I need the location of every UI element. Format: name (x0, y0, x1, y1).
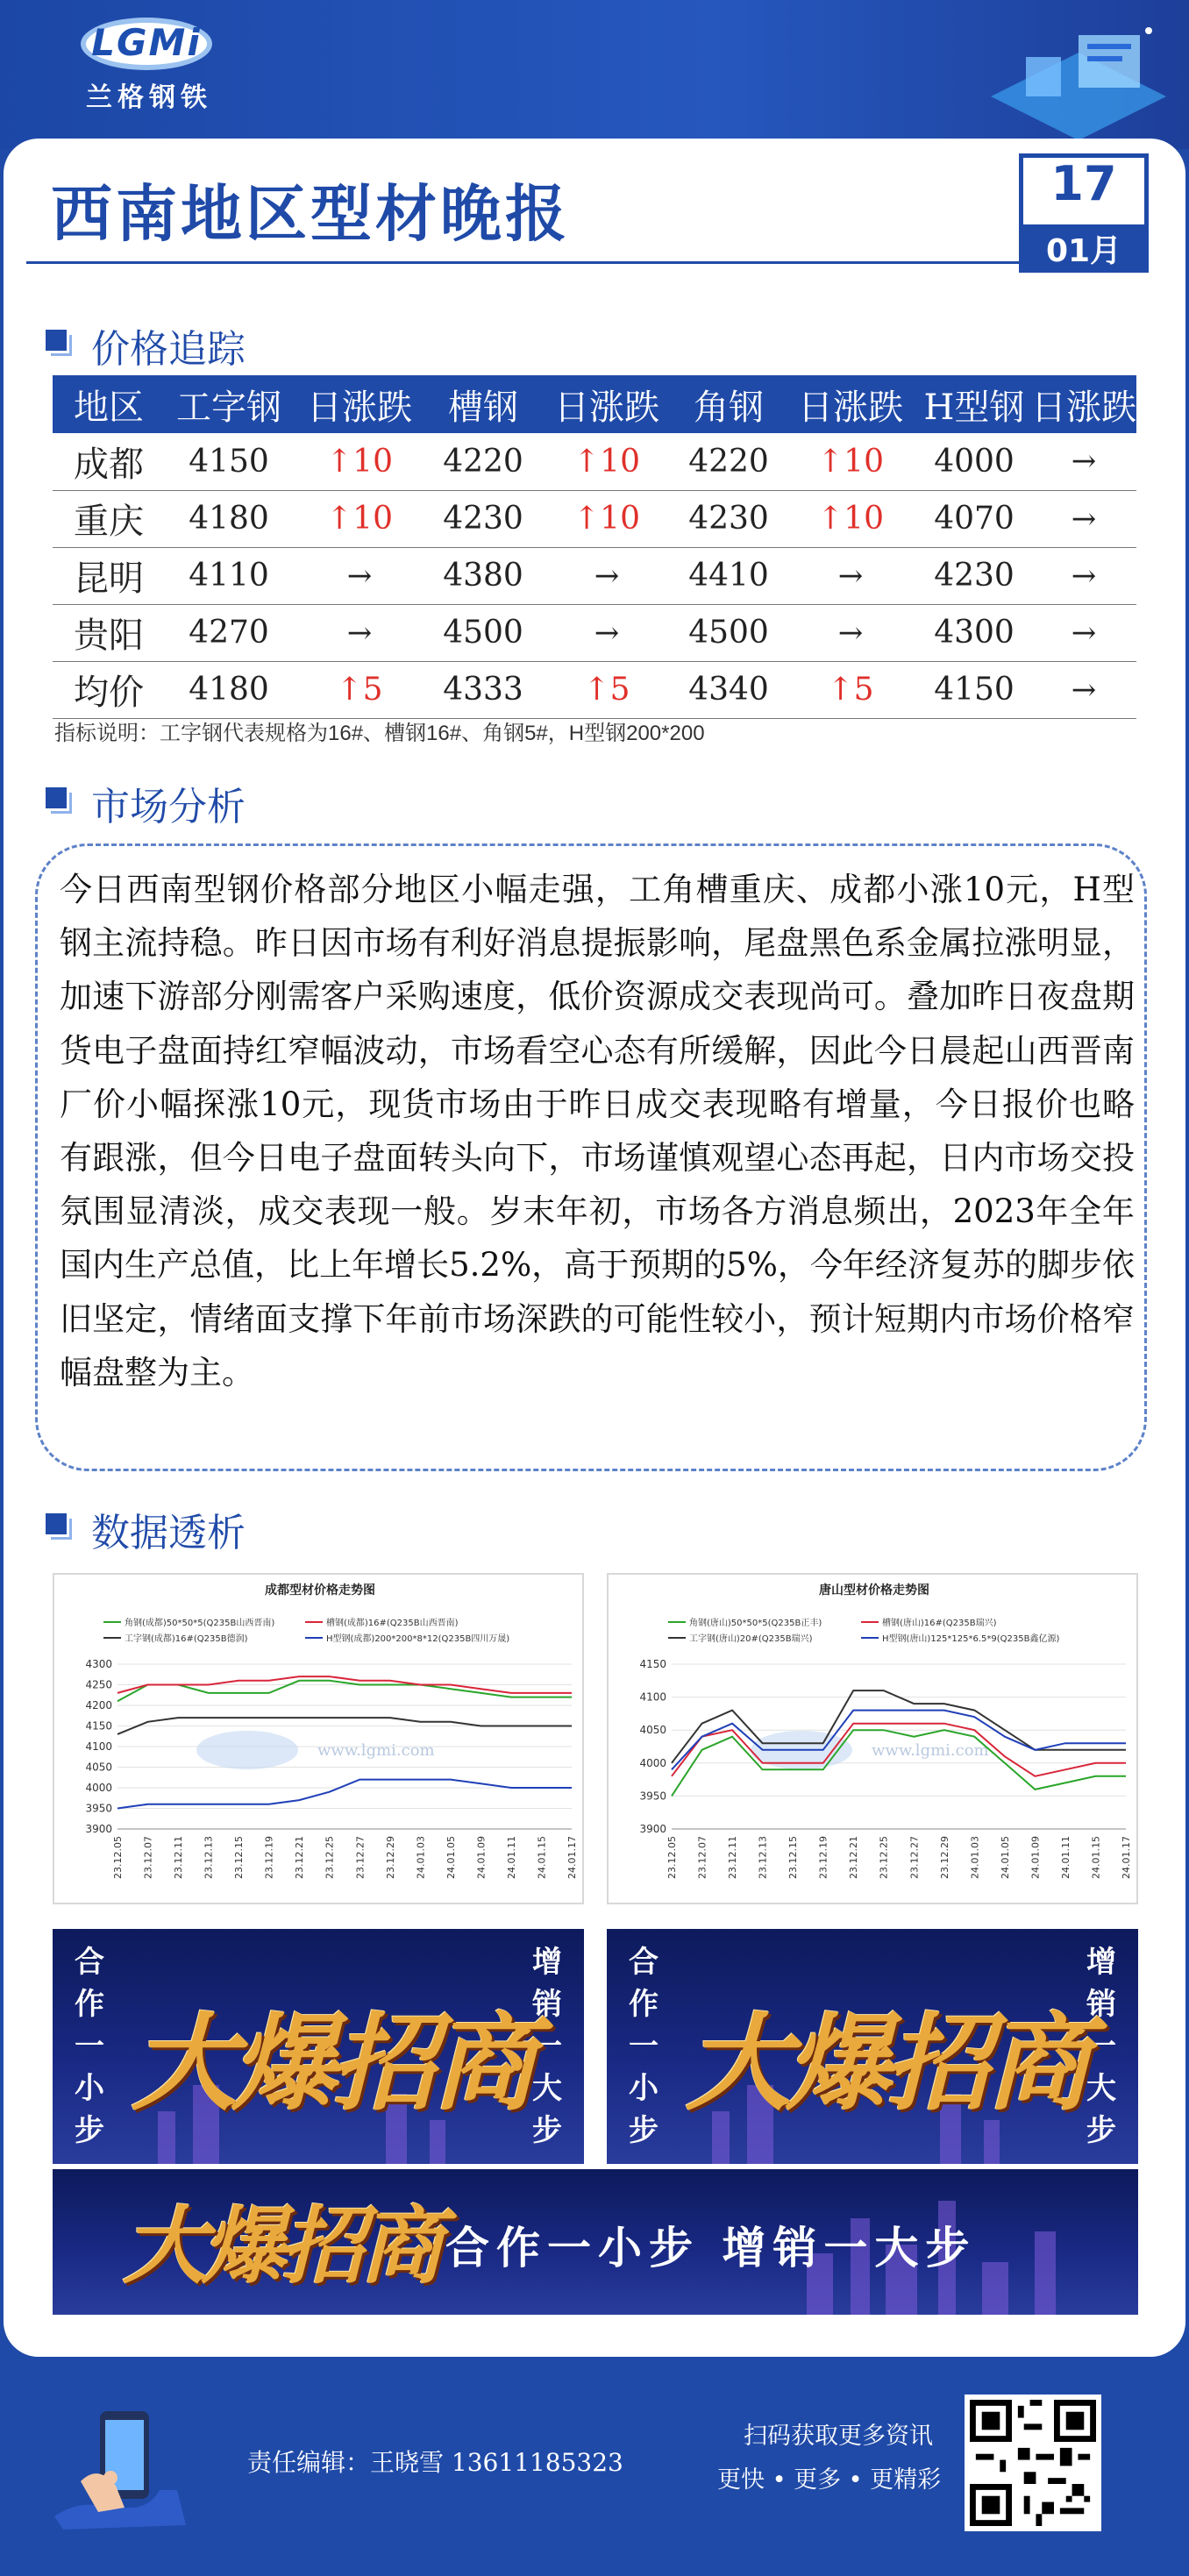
section-title: 市场分析 (91, 785, 246, 829)
price-cell: 4333 (426, 661, 540, 718)
chart-title: 成都型材价格走势图 (265, 1583, 375, 1598)
x-tick-label: 23.12.13 (203, 1836, 215, 1879)
price-cell: ↑10 (540, 433, 673, 490)
x-tick-label: 23.12.11 (727, 1836, 739, 1879)
region-cell: 重庆 (53, 490, 165, 547)
x-tick-label: 23.12.13 (757, 1836, 769, 1879)
footer-editor: 责任编辑：王晓雪 13611185323 (247, 2448, 623, 2477)
chart-chengdu (53, 1573, 584, 1904)
x-tick-label: 23.12.15 (787, 1836, 800, 1879)
footer-tagline: 更快 • 更多 • 更精彩 (717, 2466, 942, 2494)
price-cell: 4110 (165, 547, 293, 604)
price-cell: ↑10 (293, 433, 426, 490)
price-cell: → (784, 547, 917, 604)
y-tick-label: 4250 (85, 1678, 112, 1691)
tech-decoration-icon (973, 18, 1175, 140)
phone-in-hand-icon (46, 2402, 195, 2534)
price-cell: ↑5 (293, 661, 426, 718)
price-cell: → (1031, 547, 1136, 604)
legend-label: 工字钢(成都)16#(Q235B德润) (125, 1634, 248, 1644)
x-tick-label: 23.12.07 (142, 1836, 154, 1879)
qr-code[interactable] (965, 2395, 1101, 2531)
table-row (53, 661, 1136, 718)
y-tick-label: 3900 (639, 1823, 666, 1835)
price-cell: 4180 (165, 661, 293, 718)
x-tick-label: 23.12.27 (908, 1836, 921, 1879)
logo-text: LGMi (91, 21, 202, 64)
x-tick-label: 23.12.21 (294, 1836, 306, 1879)
price-cell: ↑5 (784, 661, 917, 718)
price-cell: 4070 (917, 490, 1031, 547)
price-cell: 4230 (917, 547, 1031, 604)
x-tick-label: 24.01.05 (445, 1836, 457, 1879)
ad-banner-wide[interactable] (53, 2169, 1138, 2315)
y-tick-label: 4200 (85, 1699, 112, 1711)
x-tick-label: 23.12.29 (938, 1836, 950, 1879)
col-header: 日涨跌 (1031, 375, 1136, 433)
price-cell: ↑10 (784, 433, 917, 490)
banner-side-left: 合作一小步 (75, 1945, 104, 2148)
date-month: 01月 (1045, 233, 1122, 269)
price-cell: 4410 (673, 547, 784, 604)
y-tick-label: 4150 (85, 1719, 112, 1733)
y-tick-label: 4050 (85, 1761, 112, 1774)
legend-label: 工字钢(唐山)20#(Q235B瑞兴) (689, 1634, 813, 1644)
price-cell: 4180 (165, 490, 293, 547)
y-tick-label: 4100 (85, 1740, 112, 1753)
table-row (53, 604, 1136, 661)
price-cell: ↑10 (540, 490, 673, 547)
price-cell: 4340 (673, 661, 784, 718)
y-tick-label: 4150 (639, 1658, 666, 1670)
col-header: 工字钢 (165, 375, 293, 433)
x-tick-label: 24.01.11 (1059, 1836, 1072, 1879)
date-day: 17 (1050, 156, 1117, 211)
x-tick-label: 24.01.05 (999, 1836, 1011, 1879)
price-cell: → (540, 547, 673, 604)
table-note: 指标说明：工字钢代表规格为16#、槽钢16#、角钢5#，H型钢200*200 (54, 722, 705, 745)
price-cell: 4220 (426, 433, 540, 490)
region-cell: 成都 (53, 433, 165, 490)
page-title: 西南地区型材晚报 (51, 177, 570, 250)
y-tick-label: 4100 (639, 1690, 666, 1704)
region-cell: 贵阳 (53, 604, 165, 661)
x-tick-label: 24.01.03 (415, 1836, 427, 1879)
price-cell: 4000 (917, 433, 1031, 490)
x-tick-label: 23.12.05 (666, 1836, 678, 1879)
x-tick-label: 24.01.15 (1090, 1836, 1102, 1879)
legend-label: 槽钢(唐山)16#(Q235B瑞兴) (882, 1619, 997, 1628)
y-tick-label: 4050 (639, 1724, 666, 1737)
price-cell: 4220 (673, 433, 784, 490)
price-cell: 4230 (673, 490, 784, 547)
legend-label: 角钢(唐山)50*50*5(Q235B正丰) (689, 1619, 822, 1628)
x-tick-label: 24.01.03 (969, 1836, 981, 1879)
chart-title: 唐山型材价格走势图 (819, 1583, 929, 1598)
x-tick-label: 23.12.19 (263, 1836, 275, 1879)
section-title: 数据透析 (91, 1511, 246, 1555)
region-cell: 昆明 (53, 547, 165, 604)
x-tick-label: 24.01.17 (566, 1836, 578, 1879)
banner-slogan: 合作一小步 增销一大步 (445, 2223, 977, 2274)
x-tick-label: 23.12.21 (848, 1836, 860, 1879)
col-header: 槽钢 (426, 375, 540, 433)
y-tick-label: 3900 (85, 1823, 112, 1835)
ad-banner-right[interactable] (607, 1929, 1138, 2164)
banner-side-left: 合作一小步 (629, 1945, 659, 2148)
col-header: 地区 (53, 375, 165, 433)
y-tick-label: 3950 (85, 1802, 112, 1815)
price-cell: ↑10 (293, 490, 426, 547)
price-cell: ↑5 (540, 661, 673, 718)
region-cell: 均价 (53, 661, 165, 718)
legend-label: 角钢(成都)50*50*5(Q235B山西晋南) (125, 1619, 275, 1628)
price-table (53, 375, 1136, 719)
legend-label: 槽钢(成都)16#(Q235B山西晋南) (326, 1619, 459, 1628)
price-cell: 4380 (426, 547, 540, 604)
x-tick-label: 23.12.11 (173, 1836, 185, 1879)
price-cell: → (293, 547, 426, 604)
x-tick-label: 23.12.25 (324, 1836, 336, 1879)
price-cell: → (540, 604, 673, 661)
price-cell: → (784, 604, 917, 661)
chart-chengdu-svg (54, 1575, 586, 1906)
x-tick-label: 23.12.29 (384, 1836, 396, 1879)
banner-headline: 大爆招商 (686, 2002, 1086, 2125)
banner-headline: 大爆招商 (123, 2196, 438, 2295)
table-row (53, 490, 1136, 547)
y-tick-label: 4000 (639, 1756, 666, 1769)
price-cell: → (1031, 661, 1136, 718)
legend-label: H型钢(成都)200*200*8*12(Q235B四川万晟) (326, 1634, 510, 1644)
ad-banner-left[interactable] (53, 1929, 584, 2164)
watermark-text: www.lgmi.com (872, 1741, 989, 1760)
chart-tangshan (607, 1573, 1138, 1904)
col-header: H型钢 (917, 375, 1031, 433)
price-cell: 4300 (917, 604, 1031, 661)
table-header-row (53, 375, 1136, 433)
qr-code-icon (970, 2400, 1096, 2526)
x-tick-label: 24.01.15 (536, 1836, 548, 1879)
logo-subtitle: 兰格钢铁 (86, 82, 212, 113)
col-header: 日涨跌 (540, 375, 673, 433)
price-cell: 4270 (165, 604, 293, 661)
price-cell: → (293, 604, 426, 661)
price-cell: 4150 (165, 433, 293, 490)
banner-side-right: 增销一大步 (1086, 1945, 1116, 2148)
price-cell: 4230 (426, 490, 540, 547)
watermark-text: www.lgmi.com (317, 1741, 435, 1760)
price-cell: → (1031, 433, 1136, 490)
chart-tangshan-svg (609, 1575, 1140, 1906)
x-tick-label: 23.12.25 (878, 1836, 890, 1879)
x-tick-label: 23.12.27 (354, 1836, 367, 1879)
price-cell: → (1031, 490, 1136, 547)
banner-side-right: 增销一大步 (532, 1945, 562, 2148)
col-header: 日涨跌 (784, 375, 917, 433)
x-tick-label: 24.01.11 (505, 1836, 517, 1879)
series-line (117, 1780, 572, 1809)
col-header: 角钢 (673, 375, 784, 433)
table-row (53, 547, 1136, 604)
x-tick-label: 23.12.05 (112, 1836, 124, 1879)
col-header: 日涨跌 (293, 375, 426, 433)
y-tick-label: 4300 (85, 1658, 112, 1670)
price-cell: → (1031, 604, 1136, 661)
table-row (53, 433, 1136, 490)
price-cell: 4500 (673, 604, 784, 661)
price-cell: 4150 (917, 661, 1031, 718)
watermark-logo (196, 1731, 298, 1769)
x-tick-label: 24.01.09 (1029, 1836, 1042, 1879)
x-tick-label: 24.01.17 (1121, 1836, 1132, 1879)
price-cell: 4500 (426, 604, 540, 661)
x-tick-label: 24.01.09 (475, 1836, 488, 1879)
banner-headline: 大爆招商 (132, 2002, 531, 2125)
x-tick-label: 23.12.19 (817, 1836, 829, 1879)
legend-label: H型钢(唐山)125*125*6.5*9(Q235B鑫亿源) (882, 1634, 1060, 1644)
analysis-text: 今日西南型钢价格部分地区小幅走强，工角槽重庆、成都小涨10元，H型钢主流持稳。昨日因市场有利好消息提振影响，尾盘黑色系金属拉涨明显，加速下游部分刚需客户采购速度，低价资源成交表现尚可。叠加昨日夜盘期货电子盘面持红窄幅波动，市场看空心态有所缓解，因此今日晨起山西晋南厂价小幅探涨10元，现货市场由于昨日成交表现略有增量，今日报价也略有跟涨，但今日电子盘面转头向下，市场谨慎观望心态再起，日内市场交投氛围显清淡，成交表现一般。岁末年初，市场各方消息频出，2023年全年国内生产总值，比上年增长5.2%，高于预期的5%，今年经济复苏的脚步依旧坚定，情绪面支撑下年前市场深跌的可能性较小，预计短期内市场价格窄幅盘整为主。 (60, 871, 1135, 1391)
section-title: 价格追踪 (91, 327, 246, 372)
price-cell: ↑10 (784, 490, 917, 547)
x-tick-label: 23.12.07 (696, 1836, 708, 1879)
footer-scan-text: 扫码获取更多资讯 (744, 2423, 933, 2450)
y-tick-label: 4000 (85, 1782, 112, 1794)
title-divider (26, 261, 1035, 264)
y-tick-label: 3950 (639, 1790, 666, 1803)
x-tick-label: 23.12.15 (233, 1836, 246, 1879)
series-line (117, 1681, 572, 1702)
